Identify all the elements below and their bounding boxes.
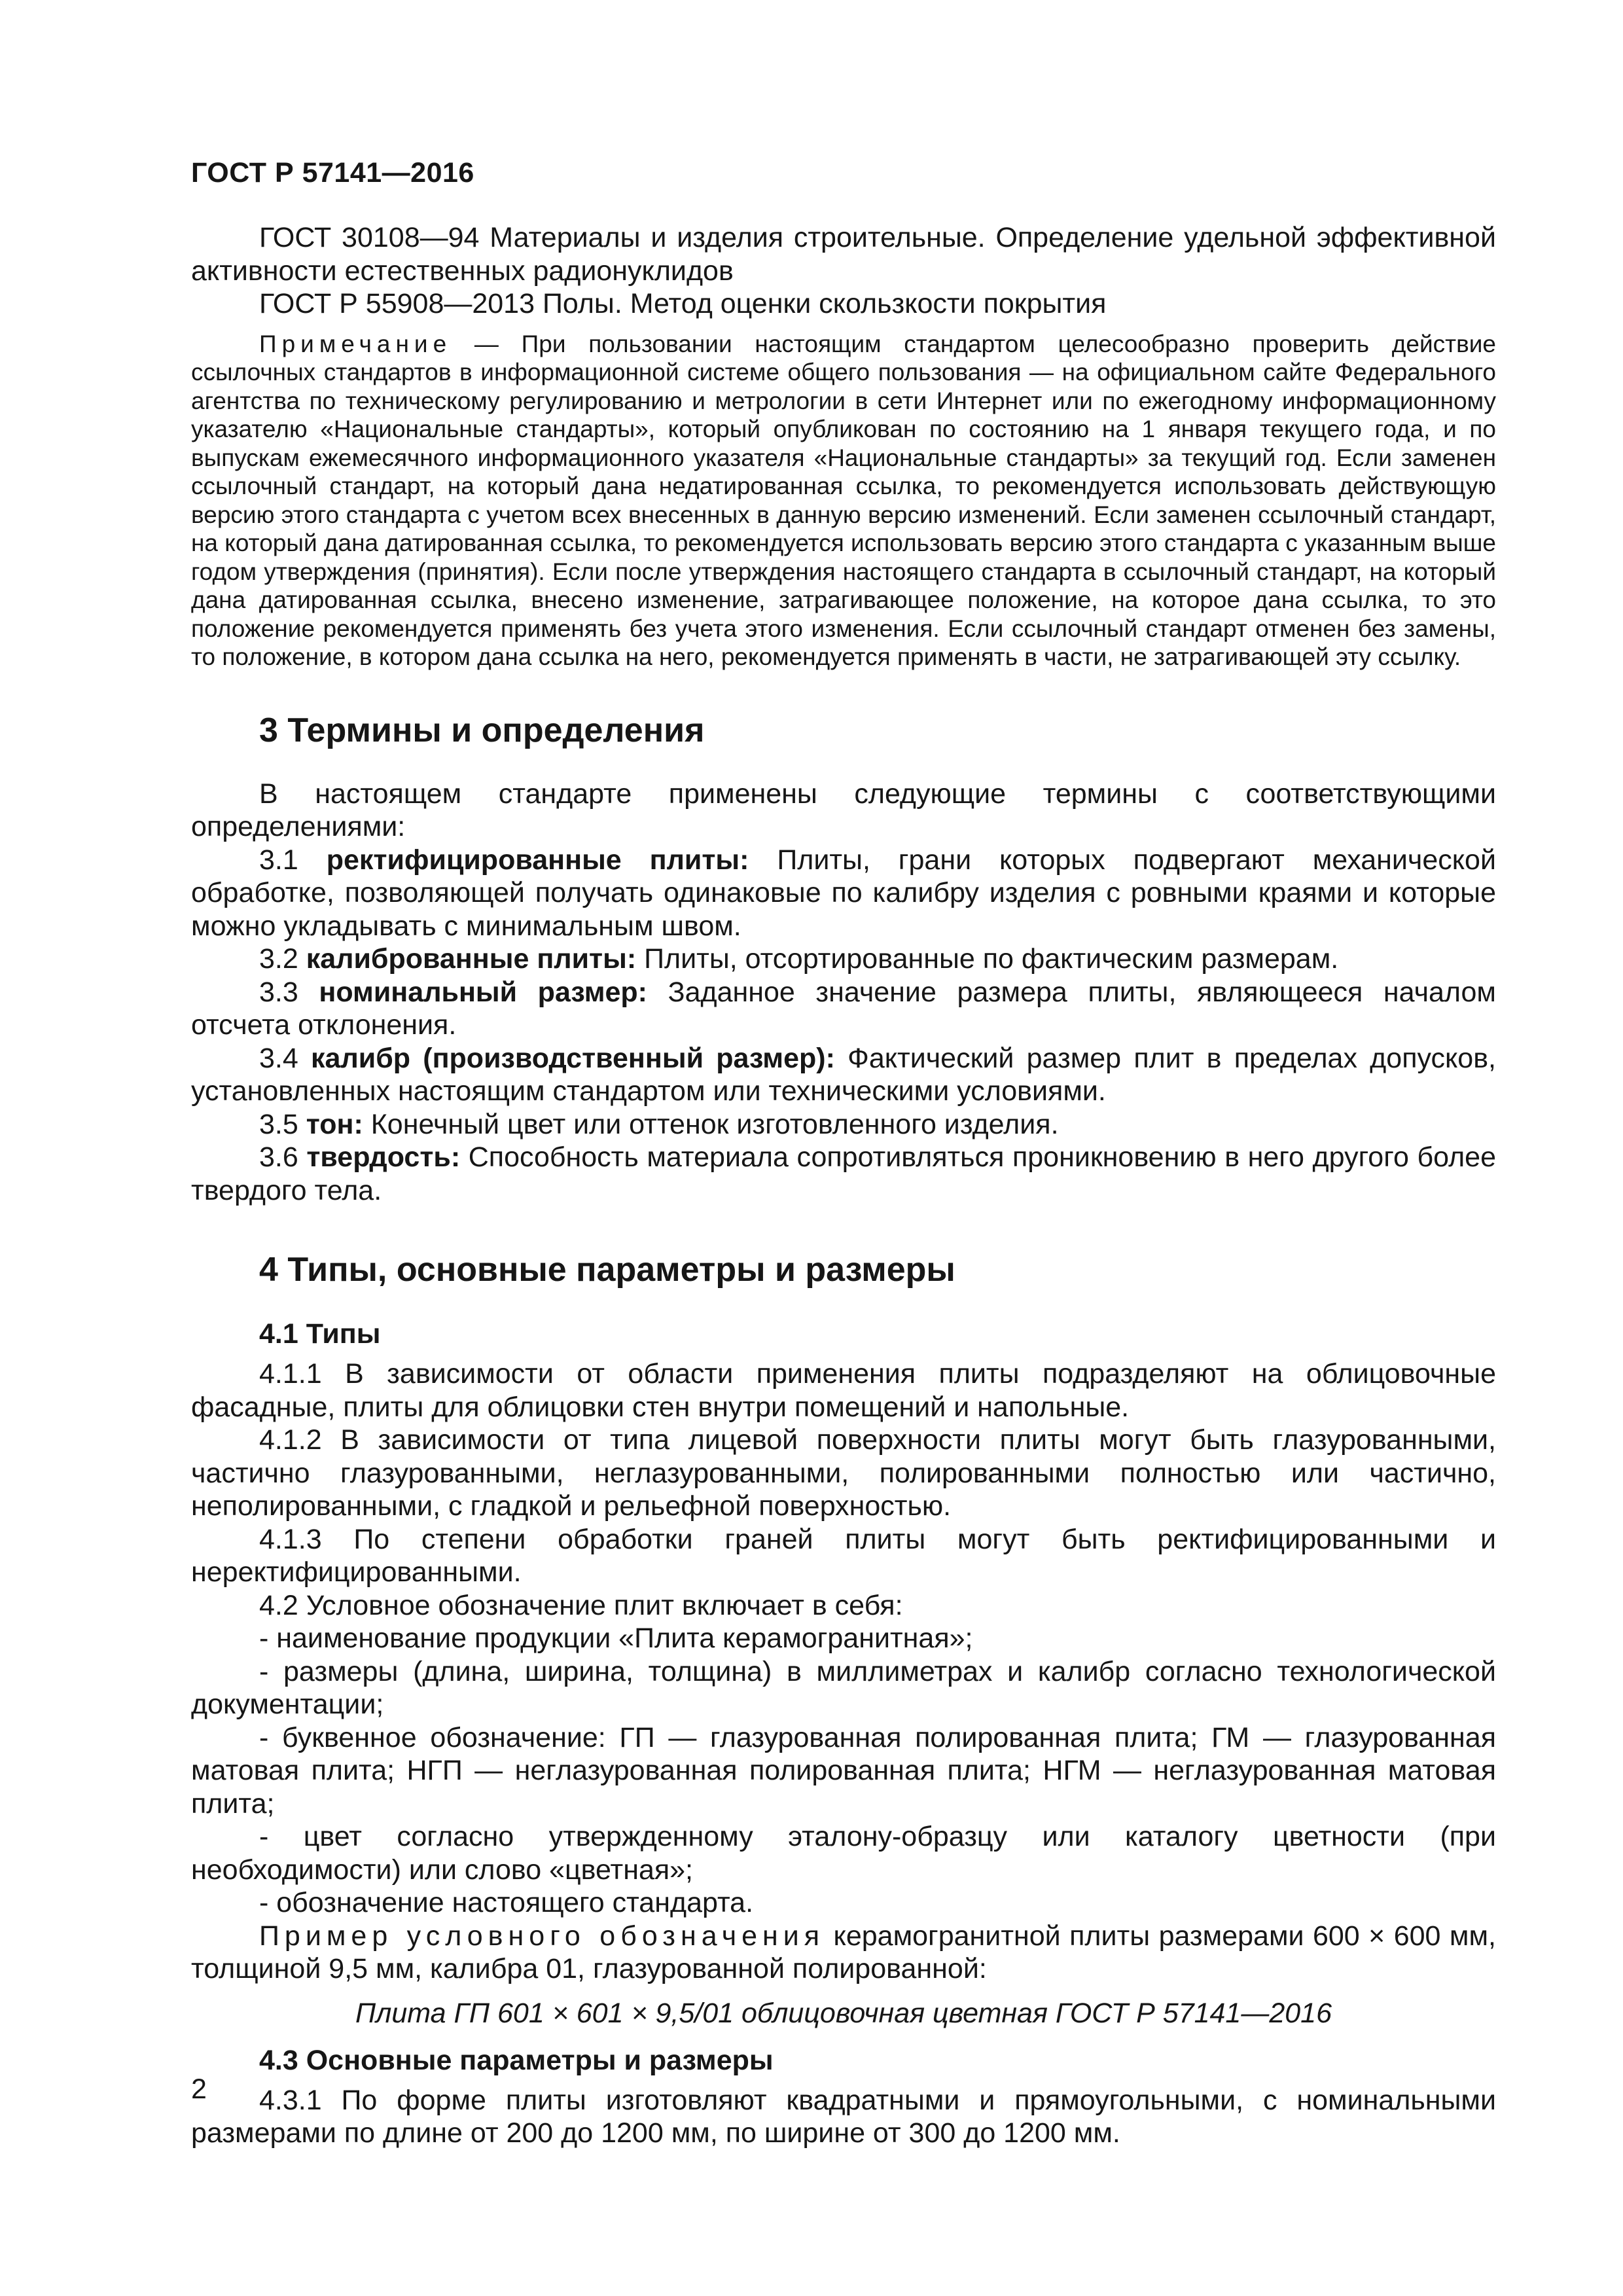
example-label: Пример условного обозначения xyxy=(259,1920,825,1952)
term-name: твердость: xyxy=(306,1141,461,1173)
list-item: - обозначение настоящего стандарта. xyxy=(259,1887,754,1918)
term-name: номинальный размер: xyxy=(319,976,647,1008)
term-3-5: 3.5 тон: Конечный цвет или оттенок изготовленного изделия. xyxy=(259,1108,1059,1140)
example-intro: Пример условного обозначения керамогранитной плиты размерами 600 × 600 мм, толщиной 9,5 мм, калибра 01, глазурованной полированной: xyxy=(191,1920,1496,1984)
section-3-intro: В настоящем стандарте применены следующие термины с соответствующими определениями: xyxy=(191,778,1496,842)
term-3-3: 3.3 номинальный размер: Заданное значение размера плиты, являющееся началом отсчета отклонения. xyxy=(191,976,1496,1041)
subsection-4-3-title: 4.3 Основные параметры и размеры xyxy=(259,2044,774,2076)
page-number: 2 xyxy=(191,2073,207,2105)
paragraph-4-3-1: 4.3.1 По форме плиты изготовляют квадратными и прямоугольными, с номинальными размерами по длине от 200 до 1200 мм, по ширине от 300 до 1200 мм. xyxy=(191,2084,1496,2149)
term-3-4: 3.4 калибр (производственный размер): Фактический размер плит в пределах допусков, установленных настоящим стандартом или техническими условиями. xyxy=(191,1042,1496,1107)
subsection-4-1-title: 4.1 Типы xyxy=(259,1318,381,1350)
example-designation: Плита ГП 601 × 601 × 9,5/01 облицовочная цветная ГОСТ Р 57141—2016 xyxy=(355,1997,1332,2029)
term-name: ректифицированные плиты: xyxy=(326,844,749,876)
note-block xyxy=(191,330,1496,672)
list-item: - цвет согласно утвержденному эталону-образцу или каталогу цветности (при необходимости) или слово «цветная»; xyxy=(191,1821,1496,1886)
paragraph-4-1-3: 4.1.3 По степени обработки граней плиты могут быть ректифицированными и неректифицированными. xyxy=(191,1523,1496,1588)
term-3-6: 3.6 твердость: Способность материала сопротивляться проникновению в него другого более твердого тела. xyxy=(191,1141,1496,1206)
term-3-1: 3.1 ректифицированные плиты: Плиты, грани которых подвергают механической обработке, позволяющей получать одинаковые по калибру изделия с ровными краями и которые можно укладывать с минимальным швом. xyxy=(191,844,1496,942)
term-name: калибр (производственный размер): xyxy=(311,1042,835,1074)
term-3-2: 3.2 калиброванные плиты: Плиты, отсортированные по фактическим размерам. xyxy=(259,943,1339,975)
paragraph-4-2: 4.2 Условное обозначение плит включает в себя: xyxy=(259,1589,903,1621)
list-item: - буквенное обозначение: ГП — глазурованная полированная плита; ГМ — глазурованная матовая плита; НГП — неглазурованная полированная плита; НГМ — неглазурованная матовая плита; xyxy=(191,1721,1496,1820)
section-3-title: 3 Термины и определения xyxy=(259,711,705,749)
note-label: Примечание xyxy=(259,330,452,357)
list-item: - размеры (длина, ширина, толщина) в миллиметрах и калибр согласно технологической документации; xyxy=(191,1655,1496,1720)
document-header: ГОСТ Р 57141—2016 xyxy=(191,157,474,188)
section-4-title: 4 Типы, основные параметры и размеры xyxy=(259,1251,955,1289)
term-name: калиброванные плиты: xyxy=(306,943,637,975)
reference-gost-30108: ГОСТ 30108—94 Материалы и изделия строительные. Определение удельной эффективной активности естественных радионуклидов xyxy=(191,222,1496,287)
paragraph-4-1-1: 4.1.1 В зависимости от области применения плиты подразделяют на облицовочные фасадные, плиты для облицовки стен внутри помещений и напольные. xyxy=(191,1358,1496,1423)
term-name: тон: xyxy=(306,1108,363,1140)
note-text: — При пользовании настоящим стандартом целесообразно проверить действие ссылочных стандартов в информационной системе общего пользования — на официальном сайте Федерального агентства по техническому регулированию и метрологии в сети Интернет или по ежегодному информационному указателю «Национальные стандарты», который опубликован по состоянию на 1 января текущего года, и по выпускам ежемесячного информационного указателя «Национальные стандарты» за текущий год. Если заменен ссылочный стандарт, на который дана недатированная ссылка, то рекомендуется использовать действующую версию этого стандарта с учетом всех внесенных в данную версию изменений. Если заменен ссылочный стандарт, на который дана датированная ссылка, то рекомендуется использовать версию этого стандарта с указанным выше годом утверждения (принятия). Если после утверждения настоящего стандарта в ссылочный стандарт, на который дана датированная ссылка, внесено изменение, затрагивающее положение, на которое дана ссылка, то это положение рекомендуется применять без учета этого изменения. Если ссылочный стандарт отменен без замены, то положение, в котором дана ссылка на него, рекомендуется применять в части, не затрагивающей эту ссылку. xyxy=(191,330,1496,670)
paragraph-4-1-2: 4.1.2 В зависимости от типа лицевой поверхности плиты могут быть глазурованными, частично глазурованными, неглазурованными, полированными полностью или частично, неполированными, с гладкой и рельефной поверхностью. xyxy=(191,1424,1496,1522)
list-item: - наименование продукции «Плита керамогранитная»; xyxy=(259,1623,973,1654)
reference-gost-55908: ГОСТ Р 55908—2013 Полы. Метод оценки скользкости покрытия xyxy=(259,288,1107,319)
page-content xyxy=(191,221,1496,2150)
